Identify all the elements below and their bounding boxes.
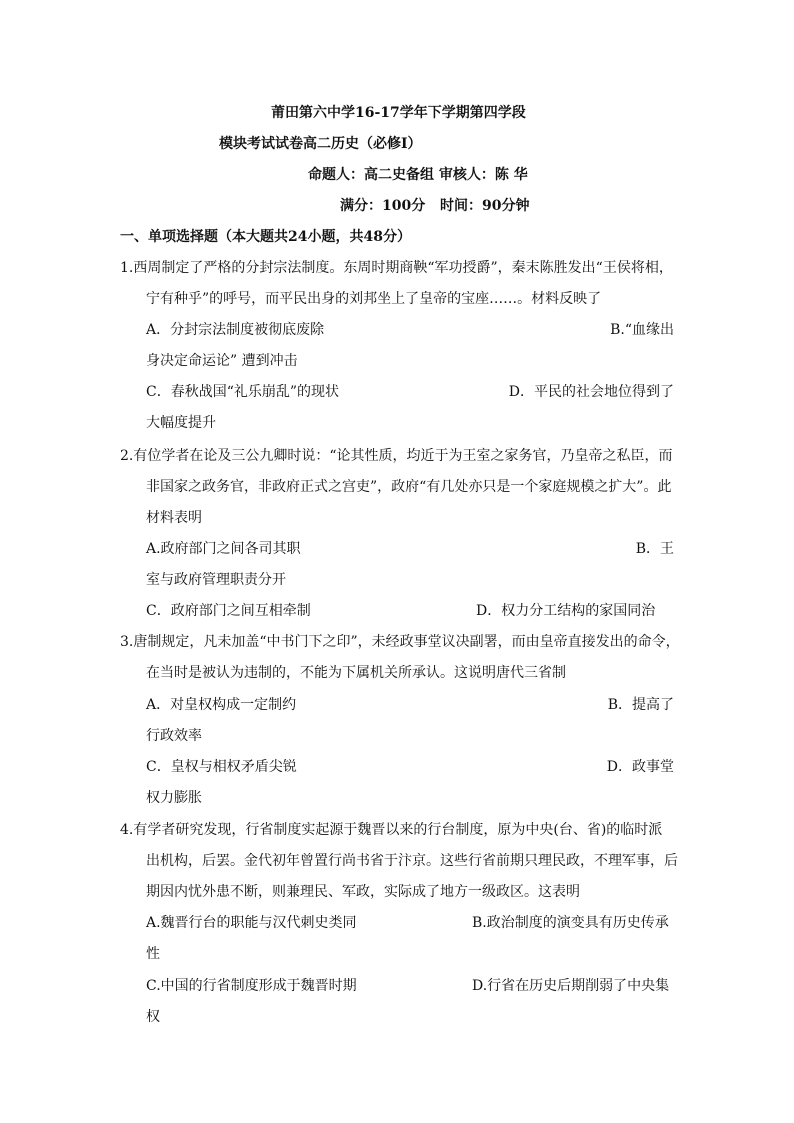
question-3-option-d-cont: 权力膨胀 xyxy=(146,790,202,806)
question-3-stem-line1: 3.唐制规定，凡未加盖“中书门下之印”，未经政事堂议决副署，而由皇帝直接发出的命令， xyxy=(120,634,680,650)
question-1-option-c: C．春秋战国“礼乐崩乱”的现状 xyxy=(146,384,340,400)
question-1-stem-line1: 1.西周制定了严格的分封宗法制度。东周时期商鞅“军功授爵”，秦末陈胜发出“王侯将相， xyxy=(120,260,673,276)
question-4-option-a: A.魏晋行台的职能与汉代刺史类同 xyxy=(146,915,357,931)
question-3-option-d: D．政事堂 xyxy=(606,759,674,775)
exam-full-score: 满分：100分 xyxy=(340,198,426,214)
exam-title-line1: 莆田第六中学16-17学年下学期第四学段 xyxy=(271,105,526,121)
question-3-option-c: C．皇权与相权矛盾尖锐 xyxy=(146,759,297,775)
section-title: 一、单项选择题（本大题共24小题，共48分） xyxy=(120,229,411,245)
question-1-option-a: A．分封宗法制度被彻底废除 xyxy=(146,322,325,338)
question-2-option-b-cont: 室与政府管理职责分开 xyxy=(146,572,286,588)
question-4-stem-line2: 出机构，后罢。金代初年曾置行尚书省于汴京。这些行省前期只理民政，不理军事，后 xyxy=(146,853,678,869)
question-3-option-a: A．对皇权构成一定制约 xyxy=(146,697,297,713)
question-4-option-b-cont: 性 xyxy=(146,946,160,962)
question-2-option-a: A.政府部门之间各司其职 xyxy=(146,541,301,557)
question-2-stem-line1: 2.有位学者在论及三公九卿时说：“论其性质，均近于为王室之家务官，乃皇帝之私臣，而 xyxy=(120,448,673,464)
question-4-option-d: D.行省在历史后期削弱了中央集 xyxy=(472,978,670,994)
question-2-stem-line3: 材料表明 xyxy=(146,510,202,526)
question-1-option-b-cont: 身决定命运论” 遭到冲击 xyxy=(146,353,298,369)
question-4-option-c: C.中国的行省制度形成于魏晋时期 xyxy=(146,978,357,994)
question-3-stem-line2: 在当时是被认为违制的，不能为下属机关所承认。这说明唐代三省制 xyxy=(146,665,566,681)
question-4-stem-line1: 4.有学者研究发现，行省制度实起源于魏晋以来的行台制度，原为中央(台、省)的临时派 xyxy=(120,822,663,838)
exam-title-line2: 模块考试试卷高二历史（必修Ⅰ） xyxy=(219,136,422,152)
question-3-option-b: B．提高了 xyxy=(607,697,674,713)
question-1-option-d-cont: 大幅度提升 xyxy=(146,415,216,431)
question-4-stem-line3: 期因内忧外患不断，则兼理民、军政，实际成了地方一级政区。这表明 xyxy=(146,884,580,900)
exam-authors: 命题人：高二史备组 审核人：陈 华 xyxy=(308,167,528,183)
question-4-option-b: B.政治制度的演变具有历史传承 xyxy=(472,915,669,931)
exam-duration: 时间：90分钟 xyxy=(440,198,530,214)
question-2-option-c: C．政府部门之间互相牵制 xyxy=(146,603,311,619)
question-2-stem-line2: 非国家之政务官，非政府正式之宫吏”，政府“有几处亦只是一个家庭规模之扩大”。此 xyxy=(146,479,672,495)
question-2-option-b: B．王 xyxy=(635,541,674,557)
question-4-option-d-cont: 权 xyxy=(146,1009,160,1025)
question-1-stem-line2: 宁有种乎”的呼号，而平民出身的刘邦坐上了皇帝的宝座……。材料反映了 xyxy=(146,291,602,307)
question-3-option-b-cont: 行政效率 xyxy=(146,728,202,744)
question-2-option-d: D．权力分工结构的家国同治 xyxy=(476,603,656,619)
question-1-option-b: B.“血缘出 xyxy=(610,322,674,338)
question-1-option-d: D．平民的社会地位得到了 xyxy=(508,384,674,400)
